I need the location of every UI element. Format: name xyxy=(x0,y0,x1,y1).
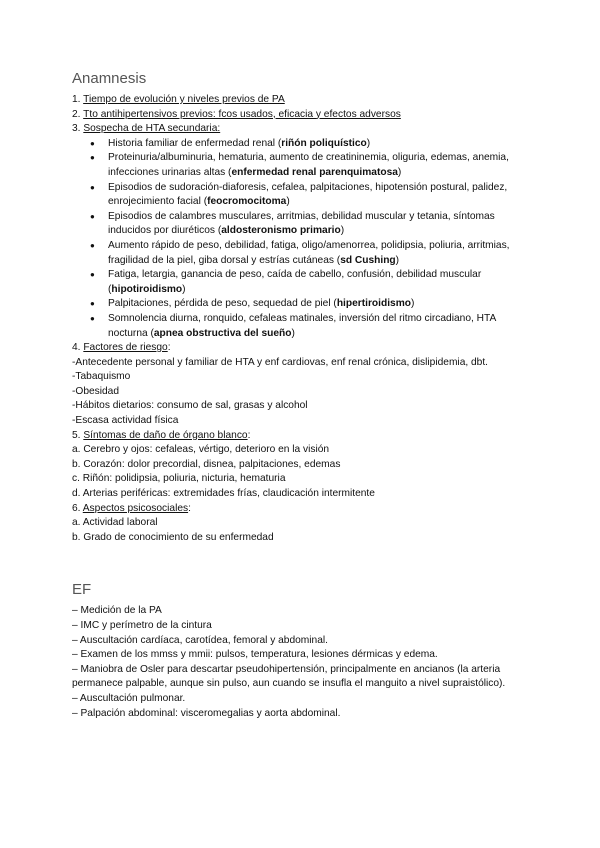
ef-line: – Auscultación pulmonar. xyxy=(72,692,186,704)
ef-line: – Medición de la PA xyxy=(72,605,162,617)
organo-line: d. Arterias periféricas: extremidades frías, claudicación intermitente xyxy=(72,488,375,500)
ef-line: – Maniobra de Osler para descartar pseudohipertensión, principalmente en ancianos (la arteria permanece palpable, aunque sin pulso, aun cuando se insufla el manguito a nivel supraistólico). xyxy=(72,663,506,690)
anamnesis-item-5: 5. Síntomas de daño de órgano blanco: xyxy=(72,429,251,441)
list-item: ● Episodios de calambres musculares, arritmias, debilidad muscular y tetania, síntomas inducidos por diuréticos (aldosteronismo primario) xyxy=(90,210,532,239)
anamnesis-item-1 xyxy=(72,93,532,108)
anamnesis-heading: Anamnesis xyxy=(72,70,147,87)
list-item: ● Aumento rápido de peso, debilidad, fatiga, oligo/amenorrea, polidipsia, poliuria, arritmias, fragilidad de la piel, giba dorsal y estrías cutáneas (sd Cushing) xyxy=(90,239,532,268)
list-item: ● Somnolencia diurna, ronquido, cefaleas matinales, inversión del ritmo circadiano, HTA nocturna (apnea obstructiva del sueño) xyxy=(90,312,532,341)
riesgo-line: -Antecedente personal y familiar de HTA y enf cardiovas, enf renal crónica, dislipidemia, dbt. xyxy=(72,356,489,368)
document-page xyxy=(72,70,532,721)
item-text: Tto antihipertensivos previos: fcos usados, eficacia y efectos adversos xyxy=(83,108,401,120)
item-text: Sospecha de HTA secundaria: xyxy=(83,123,221,135)
list-item: ● Palpitaciones, pérdida de peso, sequedad de piel (hipertiroidismo) xyxy=(90,297,532,312)
anamnesis-item-3 xyxy=(72,122,532,137)
section-gap xyxy=(72,545,532,581)
list-item: ● Fatiga, letargia, ganancia de peso, caída de cabello, confusión, debilidad muscular (hipotiroidismo) xyxy=(90,268,532,297)
ef-line: – IMC y perímetro de la cintura xyxy=(72,620,212,631)
anamnesis-item-6: 6. Aspectos psicosociales: xyxy=(72,502,191,514)
ef-line: – Examen de los mmss y mmii: pulsos, temperatura, lesiones dérmicas y edema. xyxy=(72,649,438,661)
psico-line: b. Grado de conocimiento de su enfermedad xyxy=(72,531,274,543)
riesgo-line: -Escasa actividad física xyxy=(72,415,179,427)
item-text: Tiempo de evolución y niveles previos de PA xyxy=(83,94,285,105)
item-number: 1. xyxy=(72,94,84,105)
secundaria-list xyxy=(72,137,532,341)
organo-line: c. Riñón: polidipsia, poliuria, nicturia, hematuria xyxy=(72,473,286,485)
riesgo-line: -Tabaquismo xyxy=(72,371,131,383)
psico-line: a. Actividad laboral xyxy=(72,517,158,529)
organo-line: a. Cerebro y ojos: cefaleas, vértigo, deterioro en la visión xyxy=(72,444,330,456)
list-item: ● Episodios de sudoración-diaforesis, cefalea, palpitaciones, hipotensión postural, palidez, enrojecimiento facial (feocromocitoma) xyxy=(90,181,532,210)
item-number: 3. xyxy=(72,123,84,135)
anamnesis-item-2 xyxy=(72,108,532,123)
riesgo-line: -Hábitos dietarios: consumo de sal, grasas y alcohol xyxy=(72,400,308,412)
anamnesis-item-4: 4. Factores de riesgo: xyxy=(72,342,171,354)
ef-line: – Auscultación cardíaca, carotídea, femoral y abdominal. xyxy=(72,634,328,646)
ef-heading: EF xyxy=(72,581,92,599)
item-number: 2. xyxy=(72,108,84,120)
ef-line: – Palpación abdominal: visceromegalias y aorta abdominal. xyxy=(72,707,341,719)
list-item: ● Historia familiar de enfermedad renal (riñón poliquístico) xyxy=(90,137,532,152)
organo-line: b. Corazón: dolor precordial, disnea, palpitaciones, edemas xyxy=(72,458,341,470)
riesgo-line: -Obesidad xyxy=(72,385,120,397)
list-item: ● Proteinuria/albuminuria, hematuria, aumento de creatininemia, oliguria, edemas, anemia, infecciones urinarias altas (enfermedad renal parenquimatosa) xyxy=(90,151,532,180)
